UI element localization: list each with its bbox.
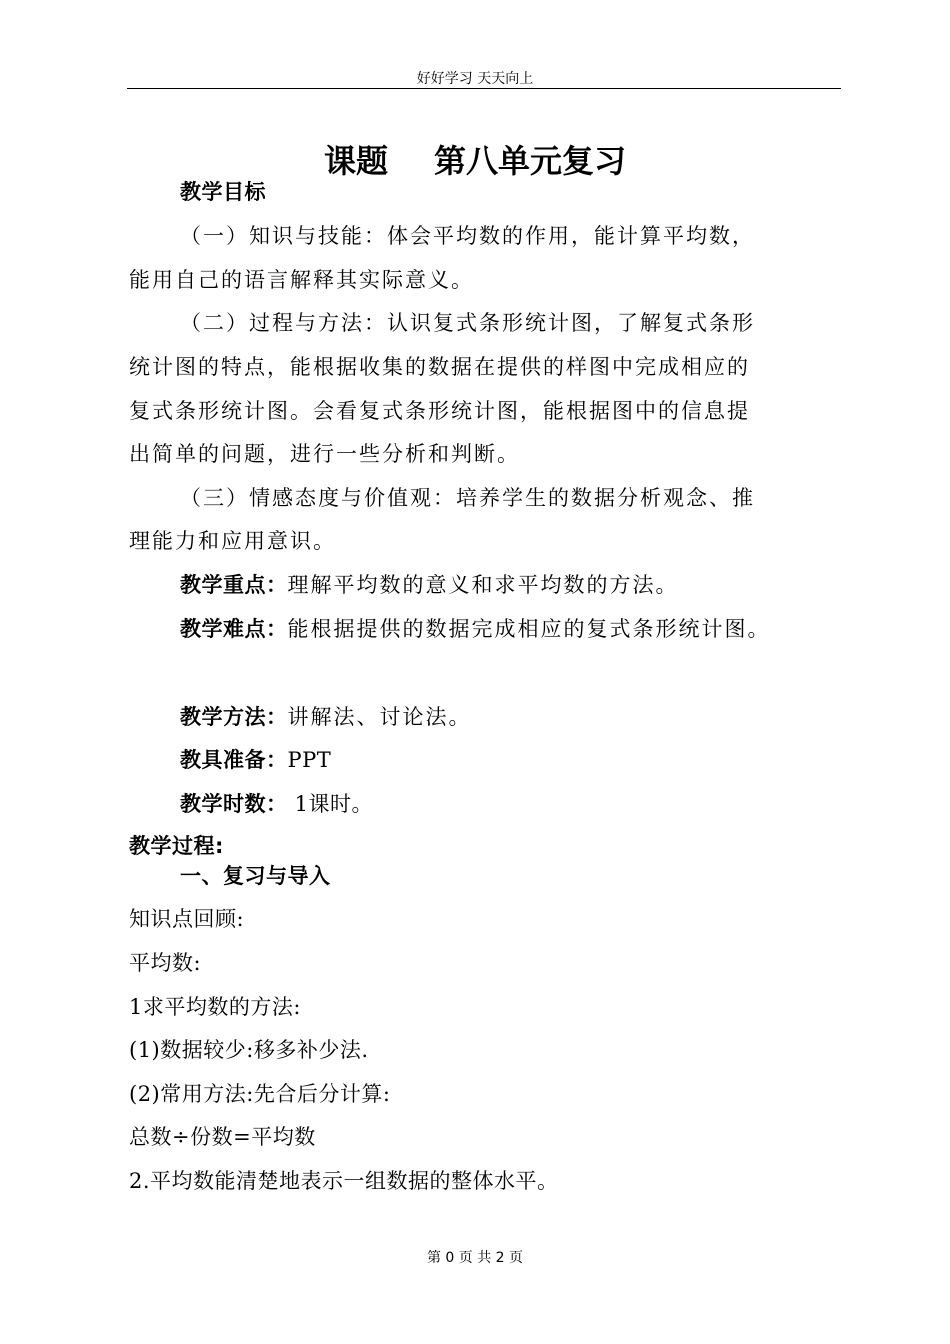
objective-3-line-2: 理能力和应用意识。 xyxy=(129,529,336,553)
difficulty xyxy=(180,614,771,644)
process-line: 1求平均数的方法: xyxy=(129,995,301,1019)
teaching-hours xyxy=(180,789,373,819)
page-title xyxy=(0,136,950,182)
objective-1-line-2: 能用自己的语言解释其实际意义。 xyxy=(129,268,474,292)
teaching-tools xyxy=(180,745,331,775)
objective-2-line-4: 出简单的问题，进行一些分析和判断。 xyxy=(129,442,520,466)
page-footer: 第 0 页 共 2 页 xyxy=(426,1250,524,1266)
process-line: (2)常用方法:先合后分计算: xyxy=(129,1082,391,1106)
objective-3-line-1: （三）情感态度与价值观：培养学生的数据分析观念、推 xyxy=(180,486,755,510)
process-line: 知识点回顾: xyxy=(129,907,245,931)
process-line: (1)数据较少:移多补少法. xyxy=(129,1038,369,1062)
section-1-heading: 一、复习与导入 xyxy=(180,864,331,888)
process-line: 2.平均数能清楚地表示一组数据的整体水平。 xyxy=(129,1169,559,1193)
method-label: 教学方法： xyxy=(180,705,288,729)
key-point xyxy=(180,570,679,600)
title-label: 课题 xyxy=(323,142,388,180)
objective-2-line-2: 统计图的特点，能根据收集的数据在提供的样图中完成相应的 xyxy=(129,355,750,379)
process-line: 总数÷份数=平均数 xyxy=(129,1125,316,1149)
objective-1-line-1: （一）知识与技能：体会平均数的作用，能计算平均数， xyxy=(180,224,755,248)
key-point-text: 理解平均数的意义和求平均数的方法。 xyxy=(287,573,679,597)
header-rule xyxy=(127,88,841,89)
difficulty-text: 能根据提供的数据完成相应的复式条形统计图。 xyxy=(287,617,771,641)
objective-2-line-3: 复式条形统计图。会看复式条形统计图，能根据图中的信息提 xyxy=(129,399,750,423)
process-line: 平均数: xyxy=(129,951,202,975)
tools-text: PPT xyxy=(287,748,332,772)
page-header: 好好学习 天天向上 xyxy=(416,71,534,87)
method-text: 讲解法、讨论法。 xyxy=(287,705,472,729)
hours-text: 1课时。 xyxy=(287,792,374,816)
teaching-method xyxy=(180,702,472,732)
difficulty-label: 教学难点： xyxy=(180,617,288,641)
objective-2-line-1: （二）过程与方法：认识复式条形统计图，了解复式条形 xyxy=(180,311,755,335)
objectives-heading: 教学目标 xyxy=(180,180,266,204)
process-heading: 教学过程: xyxy=(129,834,224,858)
hours-label: 教学时数： xyxy=(180,792,288,816)
tools-label: 教具准备： xyxy=(180,748,288,772)
title-unit: 第八单元复习 xyxy=(434,142,627,180)
key-point-label: 教学重点： xyxy=(180,573,288,597)
